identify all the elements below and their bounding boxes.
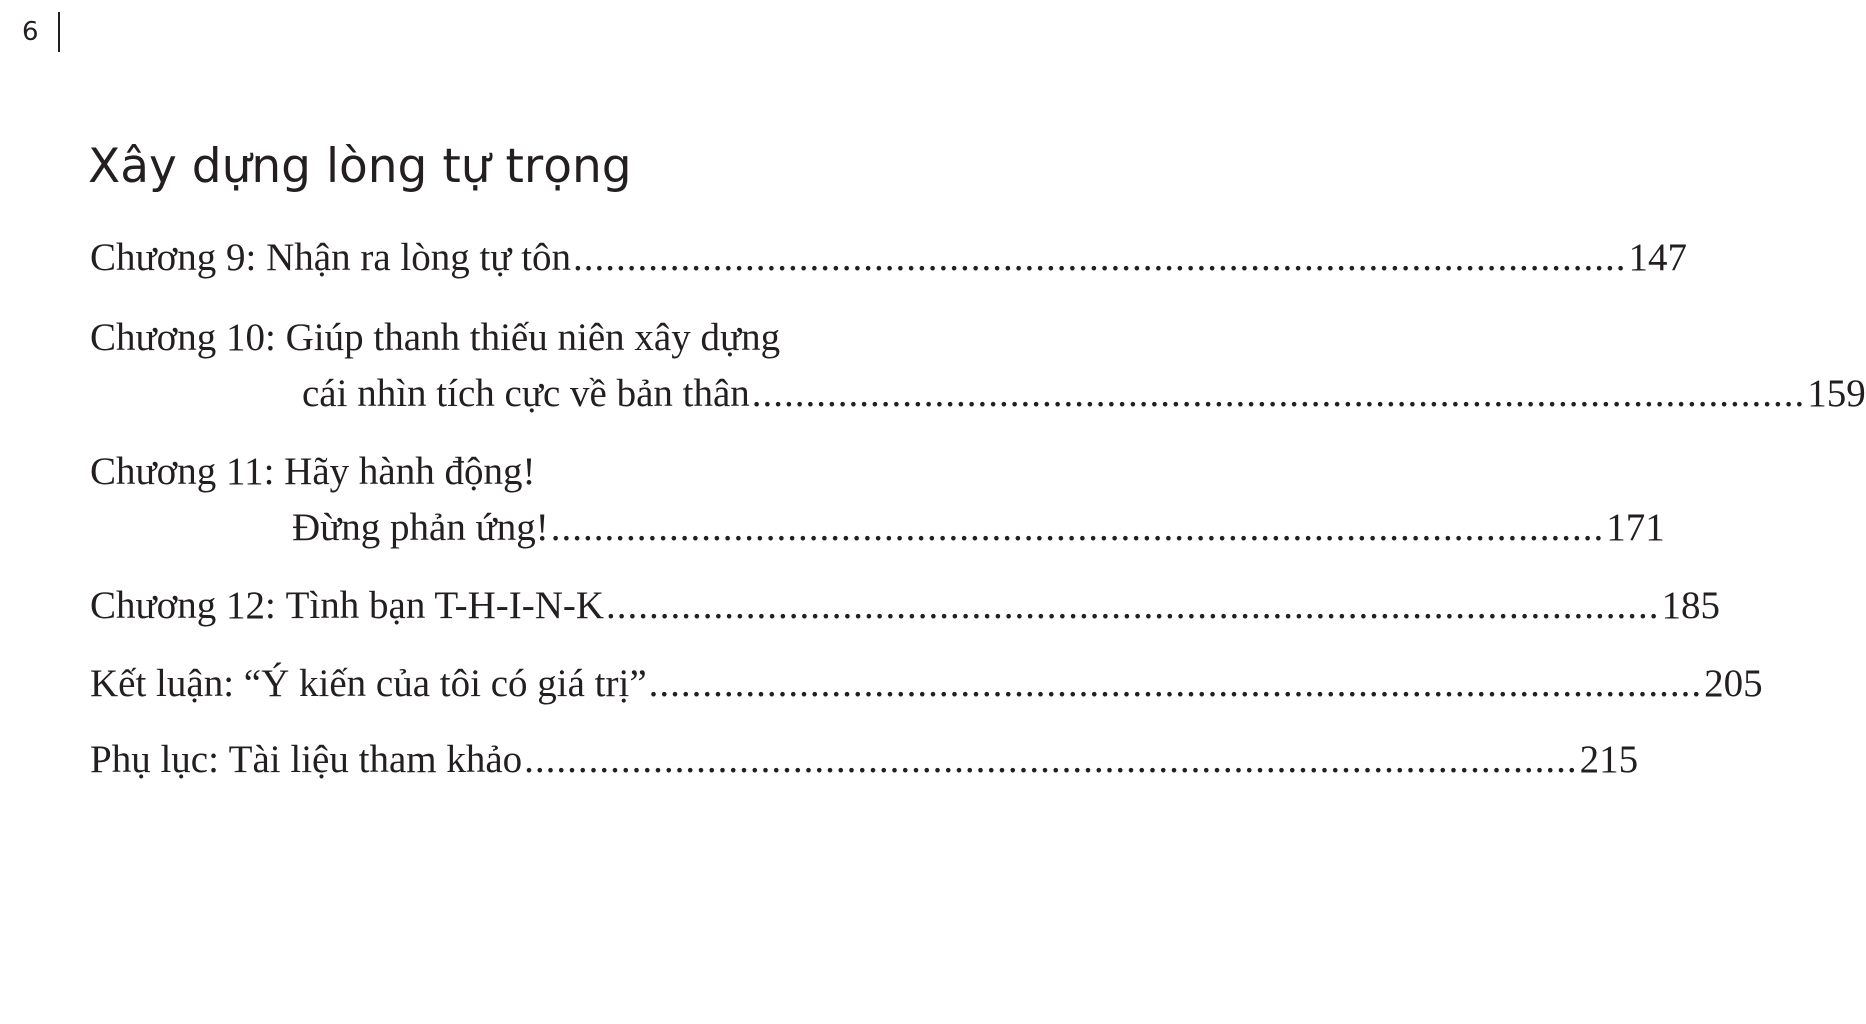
dot-leader: .................................................................................................. xyxy=(524,738,1578,781)
toc-entry-appendix[interactable] xyxy=(90,734,1639,786)
toc-entry-title: Giúp thanh thiếu niên xây dựng xyxy=(285,316,781,359)
toc-entry-title: Tài liệu tham khảo xyxy=(228,738,523,781)
toc-entry-page-number: 205 xyxy=(1704,662,1763,705)
toc-entry-chapter-12[interactable] xyxy=(90,580,1721,632)
toc-entry-chapter-10[interactable] xyxy=(90,312,908,364)
toc-entry-prefix: Chương 10: xyxy=(90,316,276,359)
page-number: 6 xyxy=(22,17,39,47)
toc-entry-prefix: Kết luận: xyxy=(90,662,235,705)
toc-entry-title-continuation: Đừng phản ứng! xyxy=(292,506,549,549)
toc-entry-page-number: 159 xyxy=(1807,372,1866,415)
toc-entry-title: “Ý kiến của tôi có giá trị” xyxy=(243,662,647,705)
toc-entry-prefix: Chương 9: xyxy=(90,236,257,279)
toc-entry-prefix: Chương 11: xyxy=(90,450,275,493)
dot-leader: .................................................................................................. xyxy=(606,584,1660,627)
dot-leader: .................................................................................................. xyxy=(751,372,1806,415)
toc-entry-page-number: 171 xyxy=(1606,506,1665,549)
toc-entry-conclusion[interactable] xyxy=(90,658,1763,710)
toc-entry-chapter-11[interactable] xyxy=(90,446,908,498)
toc-entry-chapter-10-continuation[interactable] xyxy=(90,368,1866,420)
toc-entry-page-number: 185 xyxy=(1661,584,1721,627)
toc-entry-page-number: 215 xyxy=(1579,738,1639,781)
toc-entry-chapter-11-continuation[interactable] xyxy=(90,502,1665,554)
section-title: Xây dựng lòng tự trọng xyxy=(88,139,632,194)
toc-entry-prefix: Phụ lục: xyxy=(90,738,219,781)
toc-entry-chapter-9[interactable] xyxy=(90,232,1688,284)
page-number-divider xyxy=(58,12,60,52)
toc-entry-title: Hãy hành động! xyxy=(284,450,536,493)
dot-leader: .................................................................................................. xyxy=(648,662,1703,705)
dot-leader: .................................................................................................. xyxy=(573,236,1627,279)
toc-entry-title: Tình bạn T-H-I-N-K xyxy=(285,584,605,627)
dot-leader: .................................................................................................. xyxy=(550,506,1605,549)
toc-entry-title-continuation: cái nhìn tích cực về bản thân xyxy=(302,372,750,415)
toc-entry-page-number: 147 xyxy=(1628,236,1688,279)
toc-entry-title: Nhận ra lòng tự tôn xyxy=(266,236,572,279)
toc-entry-prefix: Chương 12: xyxy=(90,584,276,627)
